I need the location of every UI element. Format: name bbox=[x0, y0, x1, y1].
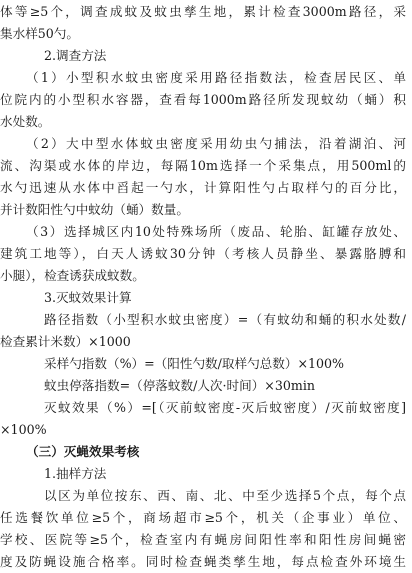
section-heading: 3.灭蚊效果计算 bbox=[44, 290, 132, 305]
text-line: 小腿），检查诱获成蚊数。 bbox=[0, 268, 145, 283]
section-heading: 1.抽样方法 bbox=[44, 466, 107, 481]
text-line: 任选餐饮单位≥5个，商场超市≥5个，机关（企事业）单位、 bbox=[0, 510, 406, 525]
text-line: （2）大中型水体蚊虫密度采用幼虫勺捕法，沿着湖泊、河 bbox=[26, 136, 406, 151]
formula-line: 采样勺指数（%）=（阳性勺数/取样勺总数）×100% bbox=[44, 356, 345, 371]
text-line: 学校、医院等≥5个，检查室内有蝇房间阳性率和阳性房间蝇密 bbox=[0, 532, 406, 547]
text-line: （3）选择城区内10处特殊场所（废品、轮胎、缸罐存放处、 bbox=[26, 224, 406, 239]
text-line: 位院内的小型积水容器，查看每1000m路径所发现蚊幼（蛹）积 bbox=[0, 92, 406, 107]
section-heading: 2.调查方法 bbox=[44, 48, 107, 63]
text-line: 水勺迅速从水体中舀起一勺水，计算阳性勺占取样勺的百分比， bbox=[0, 180, 406, 195]
text-line: 并计数阳性勺中蚊幼（蛹）数量。 bbox=[0, 202, 189, 217]
text-line: 流、沟渠或水体的岸边，每隔10m选择一个采集点，用500ml的 bbox=[0, 158, 406, 173]
formula-line: 路径指数（小型积水蚊虫密度）=（有蚊幼和蛹的积水处数/ bbox=[44, 312, 406, 327]
formula-line: ×100% bbox=[0, 422, 47, 437]
text-line: 以区为单位按东、西、南、北、中至少选择5个点，每个点 bbox=[44, 488, 406, 503]
formula-line: 蚊虫停落指数=（停落蚊数/人次·时间）×30min bbox=[44, 378, 315, 393]
text-line: 建筑工地等），白天人诱蚊30分钟（考核人员静坐、暴露胳膊和 bbox=[0, 246, 406, 261]
formula-line: 检查累计米数）×1000 bbox=[0, 334, 131, 349]
text-line: （1）小型积水蚊虫密度采用路径指数法，检查居民区、单 bbox=[26, 70, 406, 85]
section-title: （三）灭蝇效果考核 bbox=[26, 444, 140, 459]
formula-line: 灭蚊效果（%）=[（灭前蚊密度-灭后蚊密度）/灭前蚊密度] bbox=[44, 400, 406, 415]
text-line: 集水样50勺。 bbox=[0, 26, 79, 41]
text-line: 体等≥5个，调查成蚊及蚊虫孳生地，累计检查3000m路径，采 bbox=[0, 4, 406, 19]
text-line: 度及防蝇设施合格率。同时检查蝇类孳生地，每点检查外环境生 bbox=[0, 554, 406, 569]
text-line: 水处数。 bbox=[0, 114, 51, 129]
